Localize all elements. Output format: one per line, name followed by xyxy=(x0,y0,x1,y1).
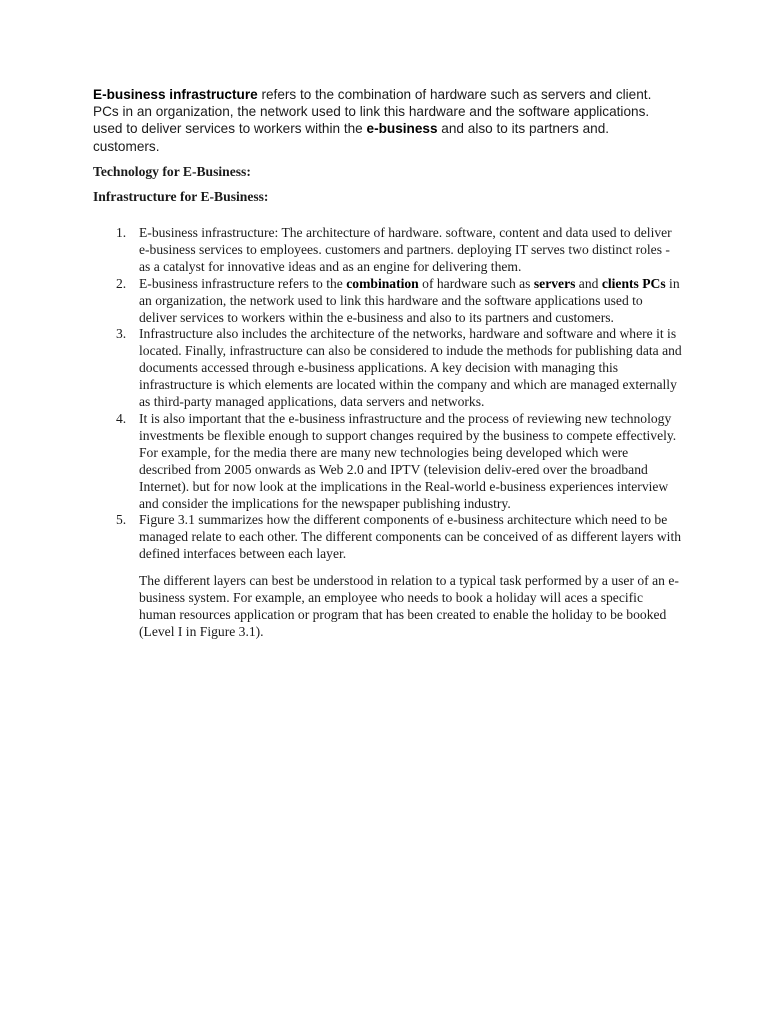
intro-paragraph xyxy=(93,86,653,155)
list-item-1 xyxy=(93,225,683,276)
bold-clients-pcs: clients PCs xyxy=(601,275,666,291)
list-text-5: Figure 3.1 summarizes how the different components of e-business architecture which need to be managed relate to each other. The different components can be conceived of as different layers with defined interfaces between each layer. xyxy=(139,512,682,562)
list-number-1: 1. xyxy=(116,225,127,240)
bold-servers: servers xyxy=(533,275,576,291)
list-item-4 xyxy=(93,411,683,512)
list-text-2d: in an organization, the network used to link this hardware and the software applications used to deliver services to workers within the e-business and also to its partners and customers. xyxy=(139,275,680,325)
list-text-1: E-business infrastructure: The architecture of hardware. software, content and data used to deliver e-business services to employees. customers and partners. deploying IT serves two distinct roles - as a catalyst for innovative ideas and as an engine for delivering them. xyxy=(139,225,672,274)
list-text-2b: of hardware such as xyxy=(418,275,534,291)
intro-bold-ebusiness: e-business xyxy=(366,121,438,137)
list-text-4: It is also important that the e-business infrastructure and the process of reviewing new technology investments be flexible enough to support changes required by the business to compete effectively. For example, for the media there are many new technologies being developed which were described from 2005 onwards as Web 2.0 and IPTV (television deliv-ered over the broadband Internet). but for now look at the implications in the Real-world e-business experiences interview and consider the implications for the newspaper publishing industry. xyxy=(139,410,677,511)
heading-technology: Technology for E-Business: xyxy=(93,164,251,179)
list-item-2 xyxy=(93,276,683,327)
list-text-2a: E-business infrastructure refers to the xyxy=(139,275,347,291)
list-item-5 xyxy=(93,512,683,640)
list-number-2: 2. xyxy=(116,275,127,291)
heading-infrastructure: Infrastructure for E-Business: xyxy=(93,189,269,204)
list-text-2c: and xyxy=(575,275,602,291)
list-item-5-followup-paragraph: The different layers can best be understood in relation to a typical task performed by a user of an e-business system. For example, an employee who needs to book a holiday will aces a specific human resources application or program that has been created to enable the holiday to be booked (Level I in Figure 3.1). xyxy=(139,573,679,639)
numbered-list xyxy=(93,225,683,641)
bold-combination: combination xyxy=(346,275,419,291)
intro-text-2: and also to its partners and. customers. xyxy=(93,121,610,154)
list-text-3: Infrastructure also includes the architecture of the networks, hardware and software and where it is located. Finally, infrastructure can also be considered to indude the methods for publishing data and documents accessed through e-business applications. A key decision with managing this infrastructure is which elements are located within the company and which are managed externally as third-party managed applications, data servers and networks. xyxy=(139,326,682,410)
intro-bold-term: E-business infrastructure xyxy=(93,87,258,102)
intro-text-1: refers to the combination of hardware such as servers and client. PCs in an organization, the network used to link this hardware and the software applications. used to deliver services to workers within the xyxy=(93,87,652,137)
list-number-4: 4. xyxy=(116,410,127,426)
list-item-3 xyxy=(93,326,683,411)
list-number-3: 3. xyxy=(116,326,127,342)
list-number-5: 5. xyxy=(116,512,127,528)
